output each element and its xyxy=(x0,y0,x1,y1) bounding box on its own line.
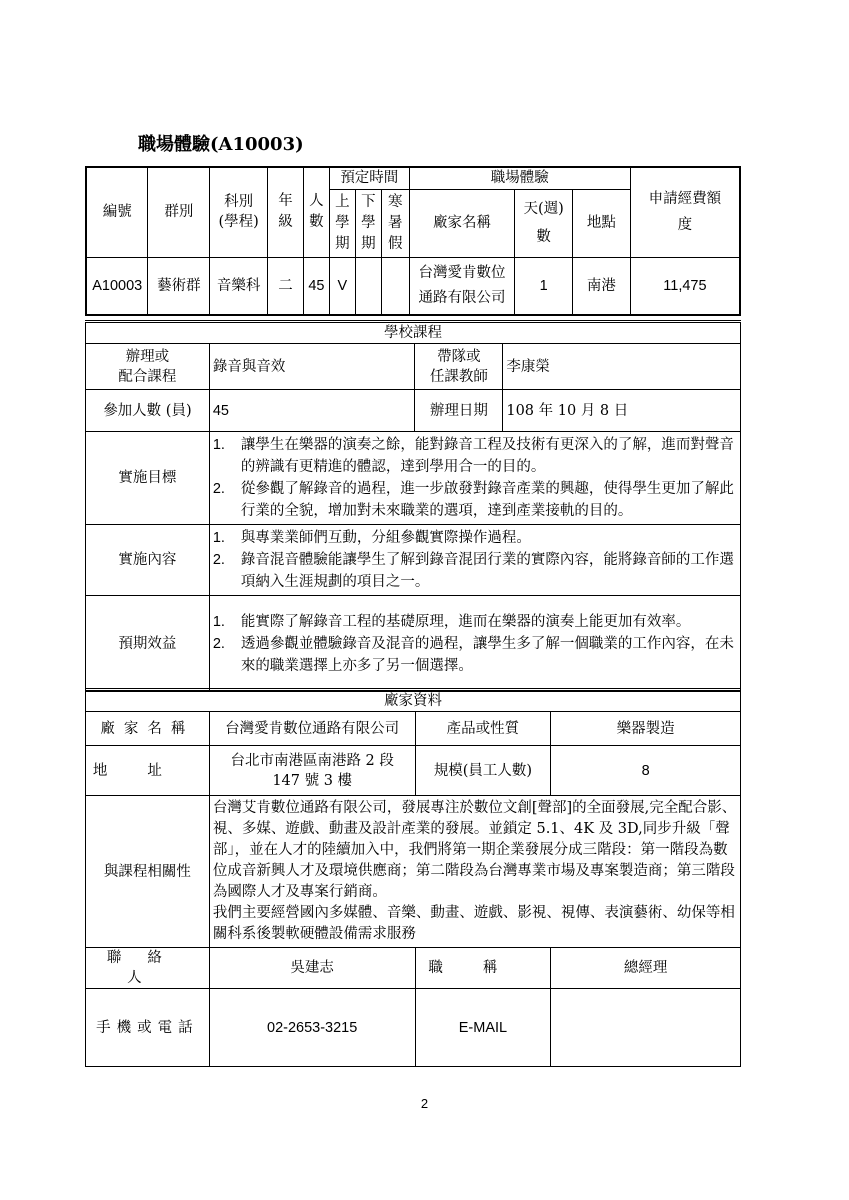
header-place: 地點 xyxy=(573,189,631,257)
benefits-list xyxy=(213,611,738,677)
course-table xyxy=(85,320,741,692)
cell-company: 台灣愛肯數位 通路有限公司 xyxy=(409,257,514,315)
cell-grade: 二 xyxy=(268,257,304,315)
label-teacher: 帶隊或 任課教師 xyxy=(415,344,503,390)
cell-count: 45 xyxy=(303,257,329,315)
list-item: 2. 錄音混音體驗能讓學生了解到錄音混囝行業的實際內容，能將錄音師的工作選項納入生涯規劃的項目之一。 xyxy=(212,552,734,590)
value-phone: 02-2653-3215 xyxy=(209,989,415,1067)
header-code: 編號 xyxy=(86,167,148,257)
cell-place: 南港 xyxy=(573,257,631,315)
value-email xyxy=(551,989,741,1067)
label-relevance: 與課程相關性 xyxy=(86,796,210,948)
header-count: 人 數 xyxy=(303,167,329,257)
header-sem1: 上 學 期 xyxy=(329,189,355,257)
label-date: 辦理日期 xyxy=(415,390,503,432)
header-group: 群別 xyxy=(148,167,210,257)
value-title: 總經理 xyxy=(551,948,741,989)
header-grade: 年 級 xyxy=(268,167,304,257)
label-content: 實施內容 xyxy=(86,525,210,596)
plan-table xyxy=(85,166,741,316)
value-participants: 45 xyxy=(209,390,415,432)
value-address: 台北市南港區南港路 2 段 147 號 3 樓 xyxy=(209,746,415,796)
value-product: 樂器製造 xyxy=(551,712,741,746)
label-phone: 手機或電話 xyxy=(86,989,210,1067)
value-teacher: 李康榮 xyxy=(503,344,741,390)
header-company: 廠家名稱 xyxy=(409,189,514,257)
value-date: 108 年 10 月 8 日 xyxy=(503,390,741,432)
header-sem2: 下 學 期 xyxy=(355,189,381,257)
value-scale: 8 xyxy=(551,746,741,796)
page-number: 2 xyxy=(420,1096,429,1111)
header-schedule: 預定時間 xyxy=(329,167,409,189)
section-title-course: 學校課程 xyxy=(86,322,741,344)
value-relevance: 台灣艾肯數位通路有限公司，發展專注於數位文創[聲部]的全面發展,完全配合影、視、多媒、遊戲、動畫及設計產業的發展。並鎖定 5.1、4K 及 3D,同步升級「聲部」，並在人才的陸續加入中，我們將第一期企業發展分成三階段：第一階段為數位成音新興人才及環境供應商；第二階段為台灣專業市場及專案製造商；第三階段為國際人才及專案行銷商。 我們主要經營國內多媒體、音樂、動畫、遊戲、影視、視傳、表演藝術、幼保等相關科系後製軟硬體設備需求服務 xyxy=(209,796,740,948)
list-item: 1. 讓學生在樂器的演奏之餘，能對錄音工程及技術有更深入的了解，進而對聲音的辨識有更精進的體認，達到學用合一的目的。 xyxy=(212,437,734,475)
value-vendor-name: 台灣愛肯數位通路有限公司 xyxy=(209,712,415,746)
label-benefits: 預期效益 xyxy=(86,596,210,692)
list-item: 1. 能實際了解錄音工程的基礎原理，進而在樂器的演奏上能更加有效率。 xyxy=(212,613,691,630)
list-item: 2. 透過參觀並體驗錄音及混音的過程，讓學生多了解一個職業的工作內容，在未來的職業選擇上亦多了另一個選擇。 xyxy=(212,635,734,674)
cell-group: 藝術群 xyxy=(148,257,210,315)
list-item: 1. 與專業業師們互動，分組參觀實際操作過程。 xyxy=(212,530,531,546)
header-dept: 科別 (學程) xyxy=(210,167,268,257)
header-days: 天(週) 數 xyxy=(515,189,573,257)
label-contact: 聯絡人 xyxy=(86,948,210,989)
vendor-table xyxy=(85,688,741,1067)
list-item: 2. 從參觀了解錄音的過程，進一步啟發對錄音產業的興趣，使得學生更加了解此行業的全貌，增加對未來職業的選項，達到產業接軌的目的。 xyxy=(212,481,734,519)
label-course: 辦理或 配合課程 xyxy=(86,344,210,390)
header-winter: 寒 暑 假 xyxy=(381,189,409,257)
label-product: 產品或性質 xyxy=(415,712,551,746)
cell-code: A10003 xyxy=(86,257,148,315)
label-scale: 規模(員工人數) xyxy=(415,746,551,796)
header-budget: 申請經費額 度 xyxy=(630,167,740,257)
header-experience: 職場體驗 xyxy=(409,167,630,189)
goals-list xyxy=(213,434,738,522)
label-address: 地址 xyxy=(86,746,210,796)
cell-winter xyxy=(381,257,409,315)
label-vendor-name: 廠家名稱 xyxy=(86,712,210,746)
label-participants: 參加人數 (員) xyxy=(86,390,210,432)
label-title: 職稱 xyxy=(415,948,551,989)
section-title-vendor: 廠家資料 xyxy=(86,690,741,712)
cell-days: 1 xyxy=(515,257,573,315)
cell-budget: 11,475 xyxy=(630,257,740,315)
value-contact: 吳建志 xyxy=(209,948,415,989)
label-email: E-MAIL xyxy=(415,989,551,1067)
cell-dept: 音樂科 xyxy=(210,257,268,315)
label-goals: 實施目標 xyxy=(86,432,210,525)
content-list xyxy=(213,527,738,593)
page-title: 職場體驗(A10003) xyxy=(138,134,304,155)
cell-sem2 xyxy=(355,257,381,315)
cell-sem1: V xyxy=(329,257,355,315)
value-course: 錄音與音效 xyxy=(209,344,415,390)
